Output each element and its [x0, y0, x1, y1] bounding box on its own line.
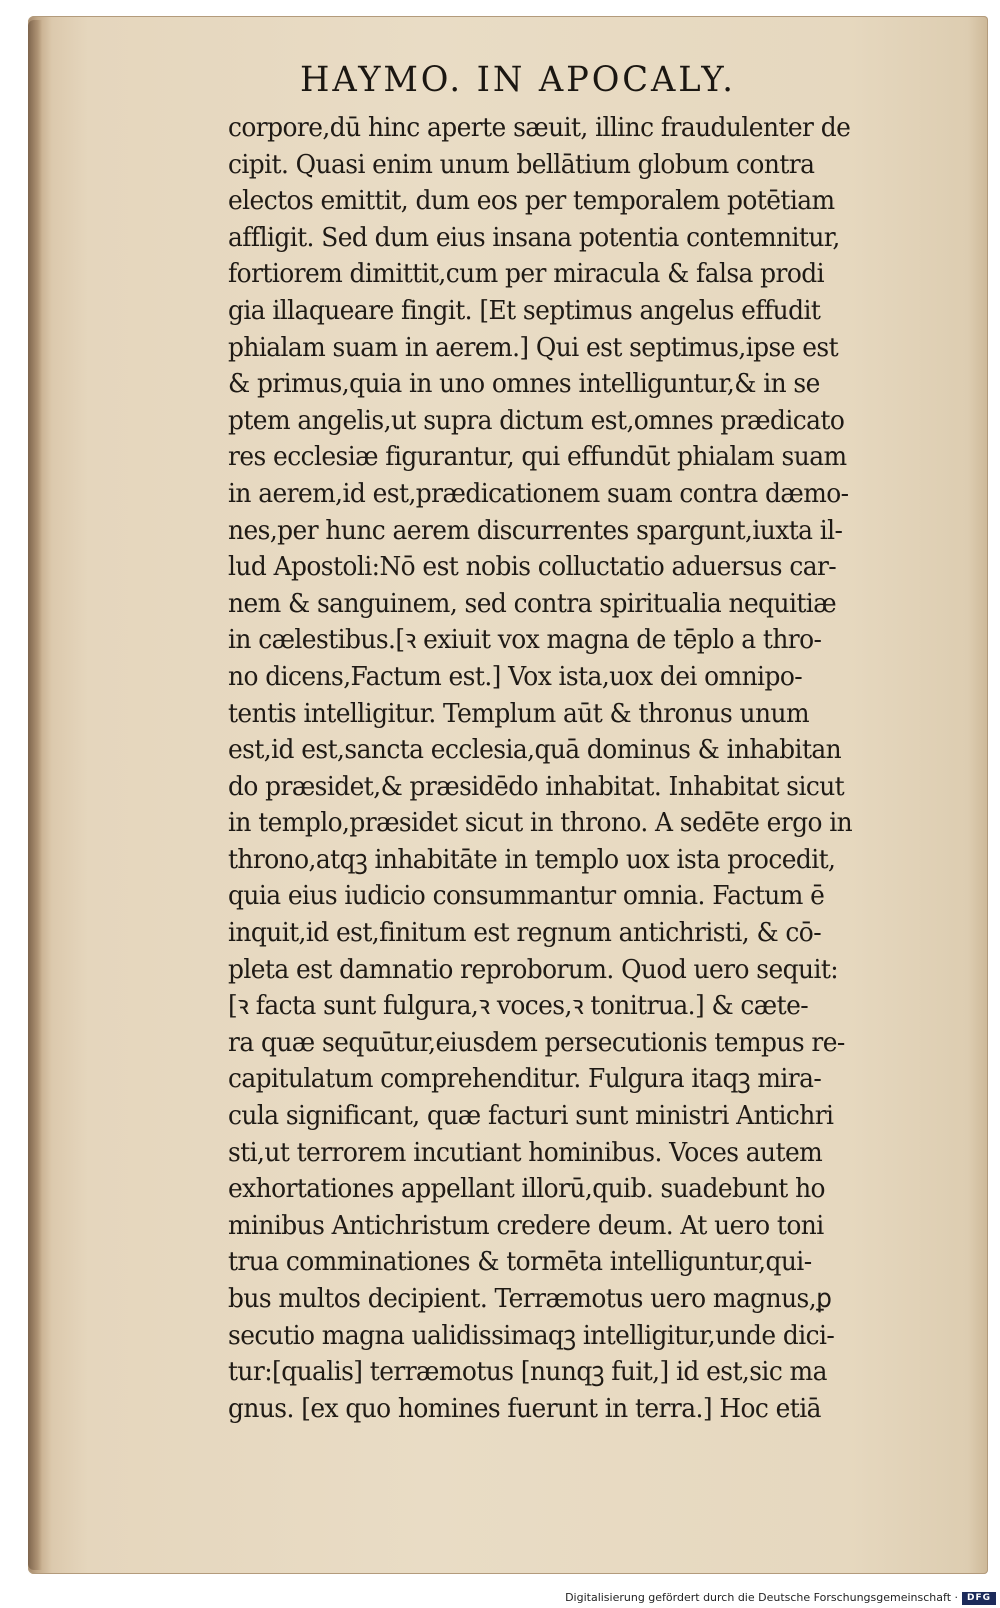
text-line: est,id est,sancta ecclesia,quā dominus & inhabitan: [228, 735, 842, 766]
text-line: throno,atqꝫ inhabitāte in templo uox ista procedit,: [228, 844, 836, 875]
text-line: [ꝛ facta sunt fulgura,ꝛ voces,ꝛ tonitrua.] & cæte-: [228, 991, 809, 1022]
text-line: ptem angelis,ut supra dictum est,omnes prædicato: [228, 405, 845, 436]
text-line: bus multos decipient. Terræmotus uero magnus,ꝑ: [228, 1284, 832, 1314]
text-line: nes,per hunc aerem discurrentes spargunt,iuxta il-: [228, 515, 843, 546]
text-line: capitulatum comprehenditur. Fulgura itaqꝫ mira-: [228, 1064, 822, 1095]
dfg-logo-icon: DFG: [962, 1592, 996, 1605]
text-line: tur:[qualis] terræmotus [nunqꝫ fuit,] id est,sic ma: [228, 1357, 827, 1388]
text-line: corpore,dū hinc aperte sæuit, illinc fraudulenter de: [228, 113, 851, 143]
text-line: res ecclesiæ figurantur, qui effundūt phialam suam: [228, 442, 847, 473]
text-line: no dicens,Factum est.] Vox ista,uox dei omnipo-: [228, 661, 803, 692]
text-line: quia eius iudicio consummantur omnia. Factum ē: [228, 881, 825, 912]
text-line: secutio magna ualidissimaqꝫ intelligitur,unde dici-: [228, 1320, 835, 1351]
dfg-credit-text: Digitalisierung gefördert durch die Deutsche Forschungsgemeinschaft ·: [565, 1591, 958, 1604]
text-line: sti,ut terrorem incutiant hominibus. Voces autem: [228, 1137, 823, 1168]
text-line: cula significant, quæ facturi sunt ministri Antichri: [228, 1101, 834, 1132]
text-line: tentis intelligitur. Templum aūt & thronus unum: [228, 698, 809, 729]
text-line: do præsidet,& præsidēdo inhabitat. Inhabitat sicut: [228, 771, 845, 802]
text-line: affligit. Sed dum eius insana potentia contemnitur,: [228, 222, 840, 253]
text-line: ra quæ sequūtur,eiusdem persecutionis tempus re-: [228, 1027, 845, 1058]
text-line: trua comminationes & tormēta intelliguntur,qui-: [228, 1247, 812, 1278]
text-line: in cælestibus.[ꝛ exiuit vox magna de tēplo a thro-: [228, 625, 822, 656]
running-head: HAYMO. IN APOCALY.: [300, 60, 736, 100]
text-line: inquit,id est,finitum est regnum antichristi, & cō-: [228, 918, 822, 949]
text-line: phialam suam in aerem.] Qui est septimus,ipse est: [228, 332, 839, 363]
text-line: & primus,quia in uno omnes intelliguntur,& in se: [228, 369, 820, 400]
footer-bar: [0, 1590, 1000, 1608]
book-gutter-edge: [28, 20, 42, 1570]
text-line: gia illaqueare fingit. [Et septimus angelus effudit: [228, 295, 821, 326]
body-text: [228, 110, 948, 1427]
text-line: cipit. Quasi enim unum bellātium globum contra: [228, 149, 815, 180]
text-line: in aerem,id est,prædicationem suam contra dæmo-: [228, 478, 849, 509]
text-line: minibus Antichristum credere deum. At uero toni: [228, 1210, 824, 1241]
text-line: exhortationes appellant illorū,quib. suadebunt ho: [228, 1174, 825, 1205]
text-line: nem & sanguinem, sed contra spiritualia nequitiæ: [228, 588, 837, 619]
text-line: fortiorem dimittit,cum per miracula & falsa prodi: [228, 259, 825, 290]
text-line: electos emittit, dum eos per temporalem potētiam: [228, 186, 835, 217]
text-line: lud Apostoli:Nō est nobis colluctatio aduersus car-: [228, 552, 837, 583]
text-line: in templo,præsidet sicut in throno. A sedēte ergo in: [228, 808, 853, 839]
text-line: gnus. [ex quo homines fuerunt in terra.] Hoc etiā: [228, 1393, 821, 1424]
text-line: pleta est damnatio reproborum. Quod uero sequit:: [228, 954, 839, 985]
